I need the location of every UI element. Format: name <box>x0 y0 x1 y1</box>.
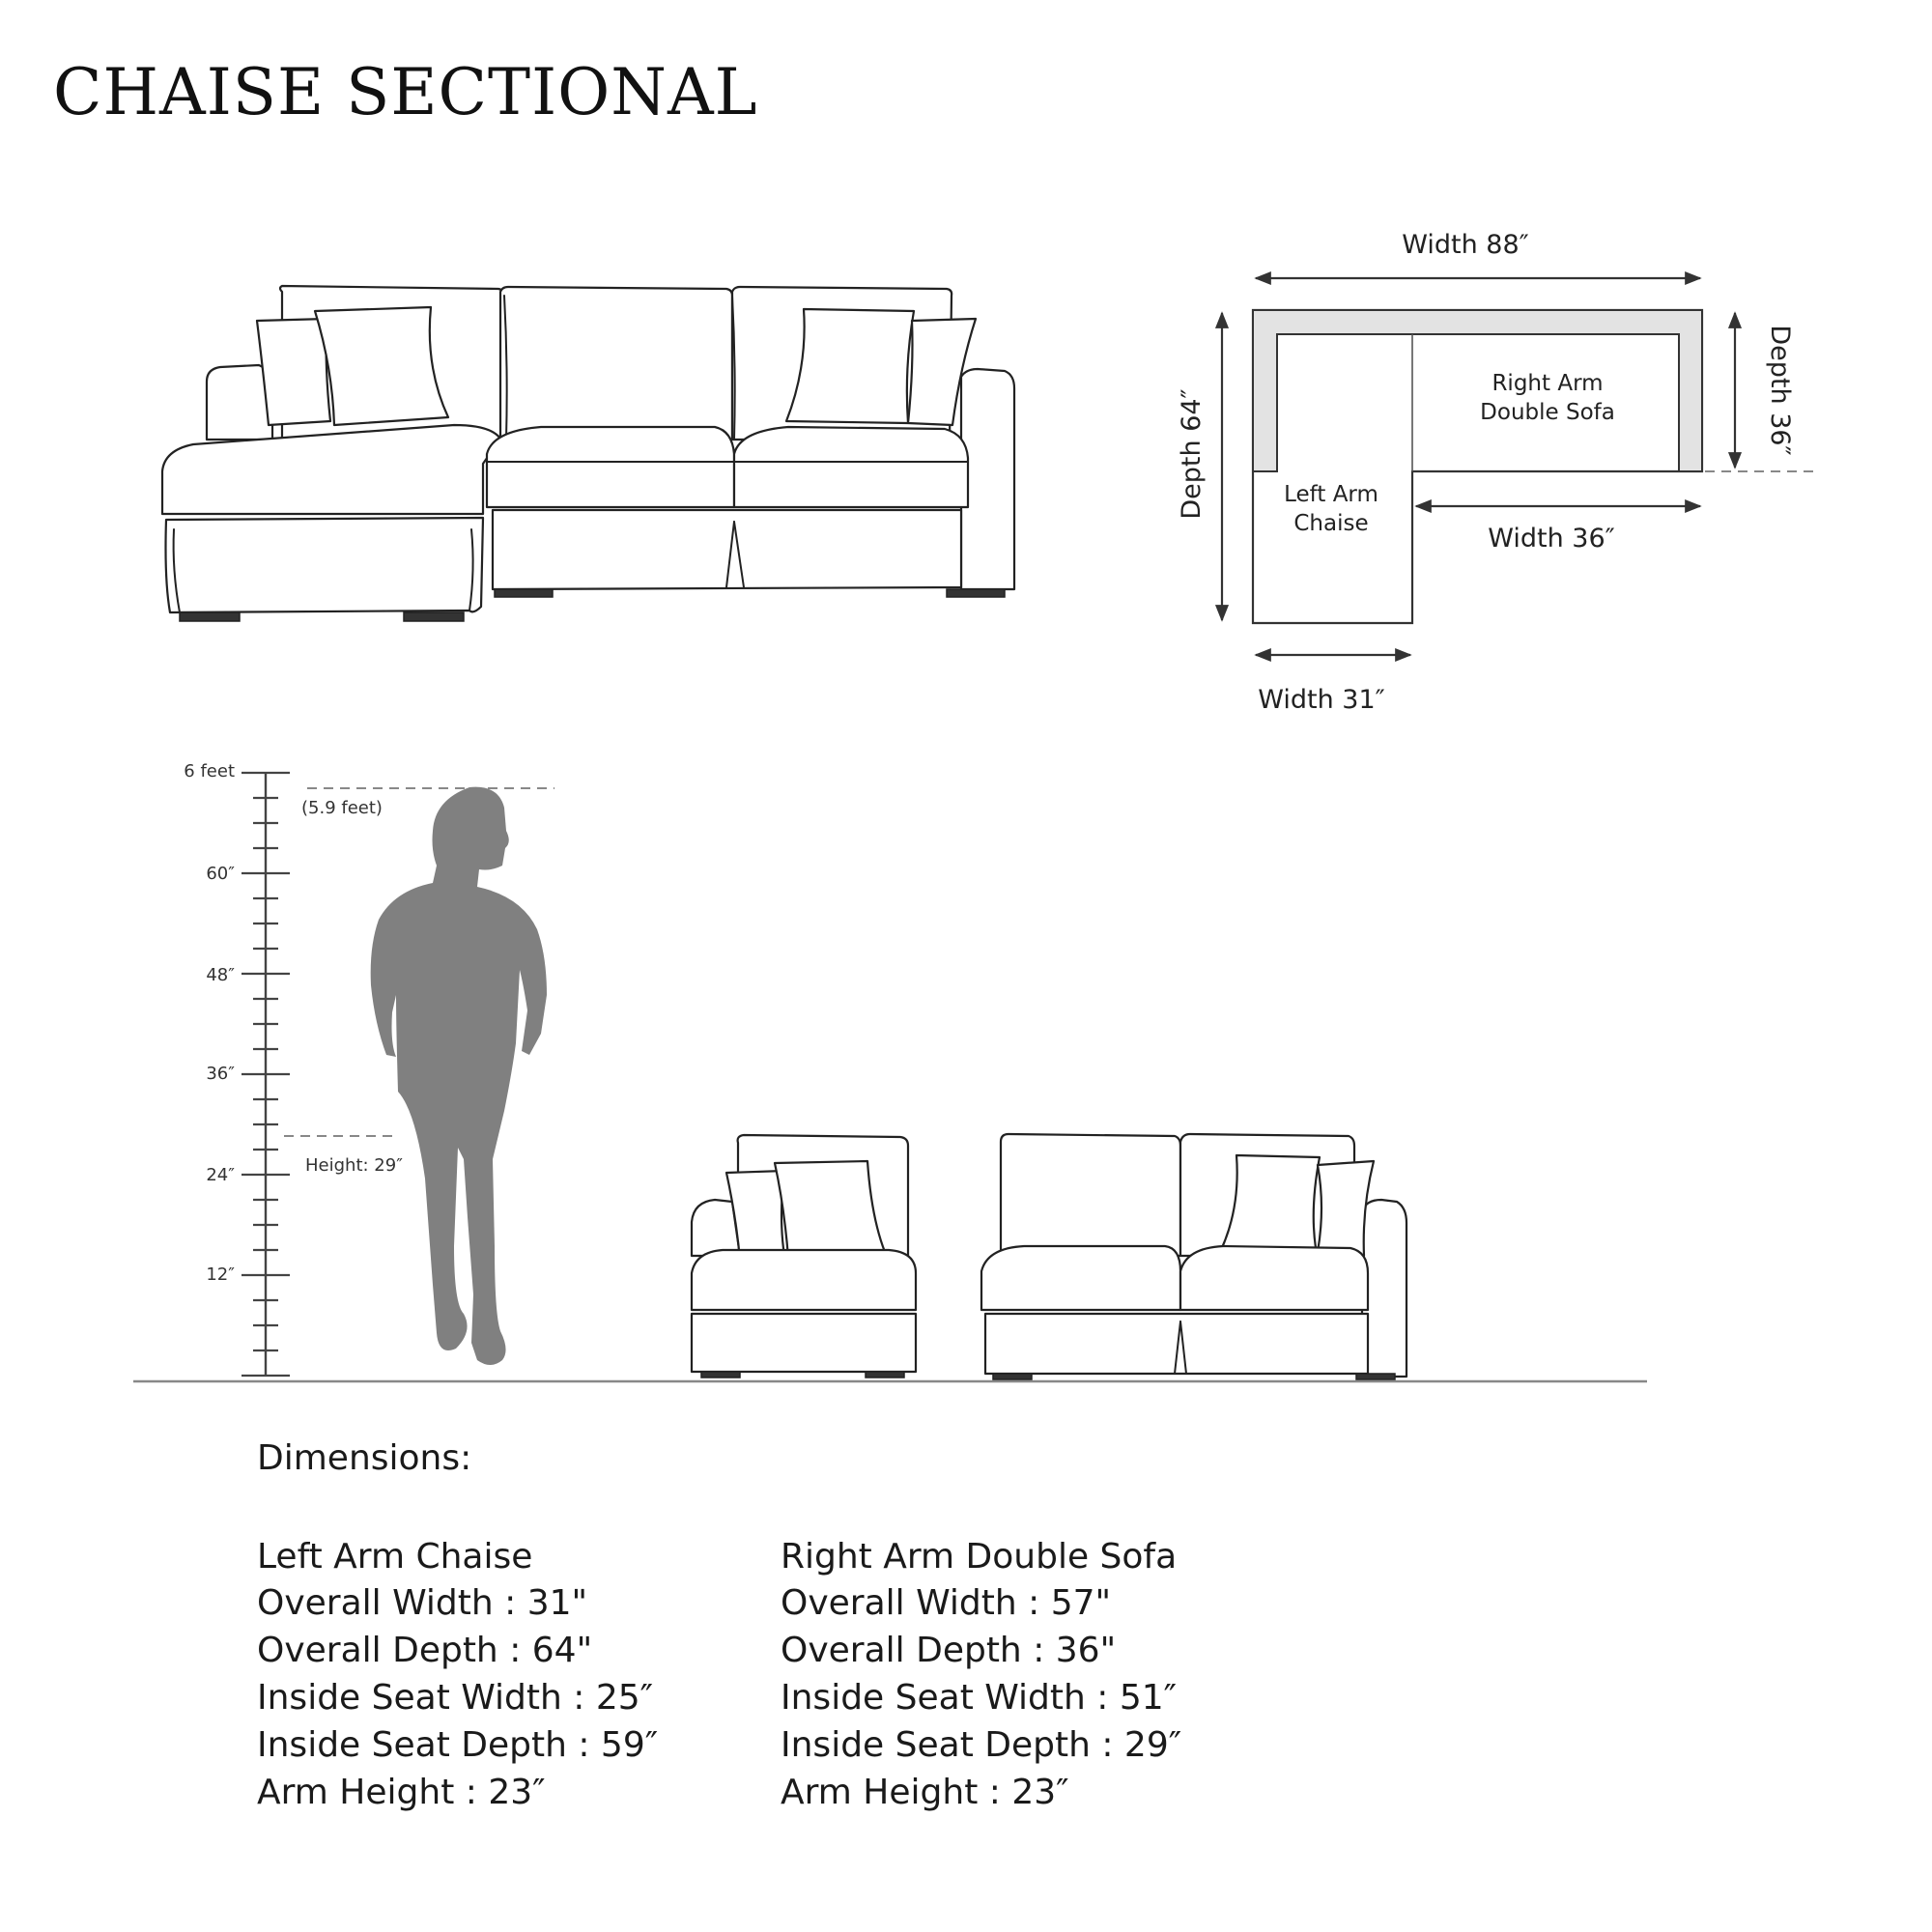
overall-depth-label: Depth 64″ <box>1177 388 1207 520</box>
scale-mark-24: 24″ <box>206 1165 235 1185</box>
plan-sofa-label: Right Arm <box>1492 371 1604 396</box>
seat-cushion <box>487 427 734 507</box>
left-chaise-title: Left Arm Chaise <box>257 1537 533 1577</box>
back-cushion-middle <box>500 287 732 440</box>
plan-chaise-label: Chaise <box>1293 511 1369 536</box>
spec-line: Overall Width : 31" <box>257 1583 588 1623</box>
throw-pillow <box>257 319 330 425</box>
spec-line: Inside Seat Depth : 59″ <box>257 1725 659 1765</box>
sofa-foot <box>180 612 240 621</box>
throw-pillow <box>786 309 914 423</box>
scale-mark-12: 12″ <box>206 1264 235 1285</box>
seat-cushion <box>1180 1246 1368 1310</box>
sofa-arm-right <box>961 369 1014 589</box>
sofa-foot <box>404 612 464 621</box>
person-figure <box>371 787 547 1365</box>
scale-mark-60: 60″ <box>206 864 235 884</box>
sofa-height-label: Height: 29″ <box>305 1155 403 1176</box>
chaise-skirt <box>166 518 484 612</box>
overall-width-label: Width 88″ <box>1402 230 1529 260</box>
specs-heading: Dimensions: <box>257 1438 472 1478</box>
sectional-front-view <box>162 286 1014 621</box>
spec-line: Overall Depth : 36" <box>781 1631 1117 1670</box>
right-sofa-title: Right Arm Double Sofa <box>781 1537 1178 1577</box>
person-height-label: (5.9 feet) <box>301 798 383 818</box>
seat-cushion <box>734 427 968 507</box>
throw-pillow <box>315 307 448 425</box>
page-title: CHAISE SECTIONAL <box>53 55 758 129</box>
back-cushion <box>1001 1134 1180 1256</box>
chaise-width-label: Width 31″ <box>1258 685 1385 715</box>
sofa-foot <box>993 1374 1032 1379</box>
plan-outline <box>1253 310 1702 623</box>
spec-line: Arm Height : 23″ <box>781 1773 1069 1812</box>
sofa-depth-label: Depth 36″ <box>1765 325 1795 456</box>
sofa-foot <box>495 589 553 597</box>
plan-view <box>1177 230 1814 715</box>
spec-line: Overall Width : 57" <box>781 1583 1112 1623</box>
chaise-module-front <box>692 1135 916 1378</box>
sofa-width-label: Width 36″ <box>1488 524 1615 554</box>
throw-pillow <box>775 1161 885 1258</box>
sofa-foot <box>1356 1374 1395 1379</box>
plan-sofa-label: Double Sofa <box>1480 400 1615 425</box>
spec-line: Overall Depth : 64" <box>257 1631 593 1670</box>
spec-line: Inside Seat Width : 25″ <box>257 1678 654 1718</box>
scale-mark-36: 36″ <box>206 1064 235 1084</box>
spec-line: Arm Height : 23″ <box>257 1773 546 1812</box>
seat-cushion <box>981 1246 1180 1310</box>
plan-chaise-label: Left Arm <box>1284 482 1378 507</box>
sofa-foot <box>866 1372 904 1378</box>
dimensions-specs <box>257 1438 1181 1812</box>
scale-mark-48: 48″ <box>206 965 235 985</box>
double-sofa-module-front <box>981 1134 1406 1379</box>
seat-cushion <box>692 1250 916 1310</box>
sofa-foot <box>947 589 1005 597</box>
spec-line: Inside Seat Width : 51″ <box>781 1678 1178 1718</box>
scale-top-label: 6 feet <box>184 761 235 781</box>
module-skirt <box>692 1314 916 1372</box>
spec-line: Inside Seat Depth : 29″ <box>781 1725 1182 1765</box>
sofa-foot <box>701 1372 740 1378</box>
